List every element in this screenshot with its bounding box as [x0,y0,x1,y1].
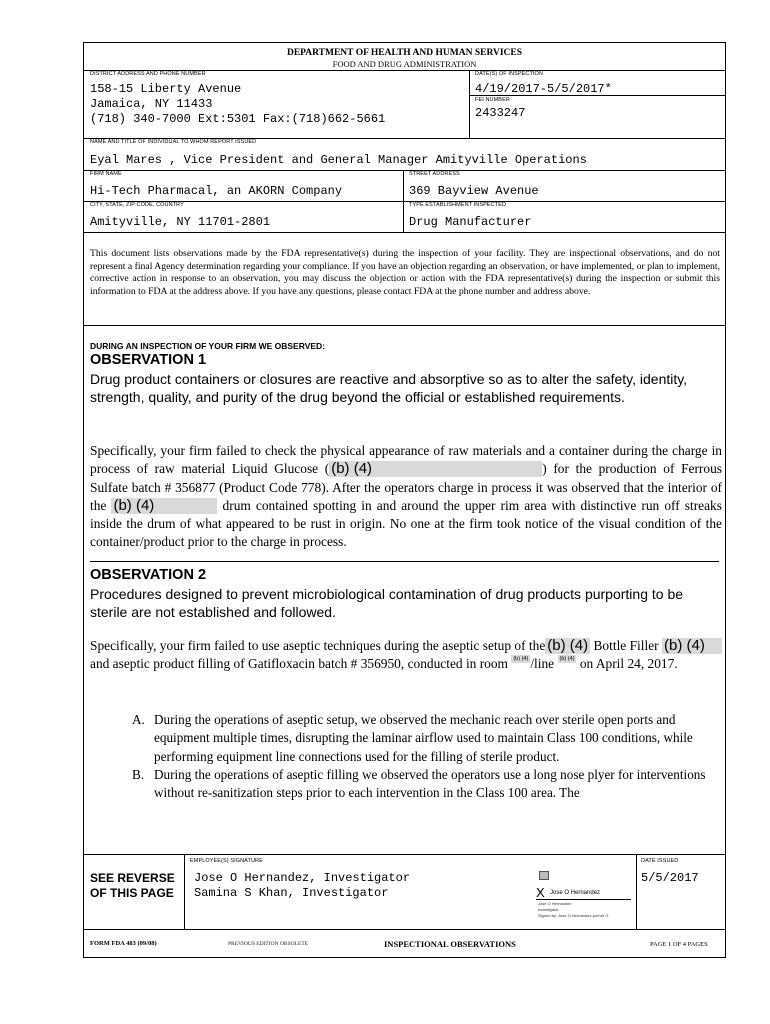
redaction-box: (b) (4) [111,498,217,514]
observation-1-title: Drug product containers or closures are reactive and absorptive so as to alter the safety, identity, strength, quality, and purity of the drug beyond the official or established requirements. [90,371,688,405]
inspection-dates-label: DATE(S) OF INSPECTION [475,71,544,77]
observation-2-text: /line [530,656,555,672]
investigator-1: Jose O Hernandez, Investigator [194,871,411,885]
list-item [132,711,712,766]
investigator-2: Samina S Khan, Investigator [194,886,389,900]
fei-label: FEI NUMBER [475,97,510,103]
date-issued-value: 5/5/2017 [641,871,699,885]
esignature-x: X [536,885,545,900]
district-label: DISTRICT ADDRESS AND PHONE NUMBER [90,71,206,77]
department-title: DEPARTMENT OF HEALTH AND HUMAN SERVICES [286,48,523,58]
redaction-box: (b) (4) [662,638,722,654]
previous-edition: PREVIOUS EDITION OBSOLETE [228,941,309,947]
signature-image-icon [539,871,549,880]
list-item-label: B. [132,766,145,782]
street-label: STREET ADDRESS [409,171,460,177]
district-phone: (718) 340-7000 Ext:5301 Fax:(718)662-5661 [90,112,386,126]
firm-label: FIRM NAME [90,171,122,177]
divider [84,325,725,326]
divider [636,854,637,929]
recipient-value: Eyal Mares , Vice President and General Manager Amityville Operations [90,153,587,167]
divider [84,232,725,233]
during-inspection-heading: DURING AN INSPECTION OF YOUR FIRM WE OBSERVED: [90,341,326,351]
form-title: INSPECTIONAL OBSERVATIONS [384,939,516,949]
list-item-label: A. [132,712,145,727]
redaction-box: (b) (4) [513,656,529,663]
inspection-dates-value: 4/19/2017-5/5/2017* [475,82,612,96]
city-label: CITY, STATE, ZIP CODE, COUNTRY [90,202,184,208]
observation-1-text: ) for the production of Ferrous Sulfate batch # 356877 (Product Code 778). After the operators charge in process it was observed that the interior of the [90,461,722,513]
district-line2: Jamaica, NY 11433 [90,97,213,111]
divider [84,854,725,855]
page-number: PAGE 1 OF 4 PAGES [650,941,708,948]
street-value: 369 Bayview Avenue [409,184,539,198]
see-reverse [90,871,175,901]
redaction-box: (b) (4) [547,637,589,654]
establishment-label: TYPE ESTABLISHMENT INSPECTED [409,202,507,208]
divider [184,854,185,929]
observation-2-list [132,711,712,802]
esignature-detail-line: Signed by: Jose O Hernandez-purhdr G [538,913,609,918]
fei-value: 2433247 [475,106,526,120]
observation-2-title: Procedures designed to prevent microbiological contamination of drug products purporting to be sterile are not established and followed. [90,586,684,620]
redaction-box: (b) (4) [559,656,575,663]
observation-1-text: drum contained spotting in and around the upper rim area with distinctive run off streaks inside the drum of what appeared to be rust in origin. No one at the firm took notice of the visual condition of the container/product prior to the charge in process. [90,497,722,550]
esignature-detail-line: Jose O Hernandez [538,901,572,906]
observation-2-heading: OBSERVATION 2 [90,567,207,583]
see-reverse-line2: OF THIS PAGE [90,886,174,900]
recipient-label: NAME AND TITLE OF INDIVIDUAL TO WHOM REPORT ISSUED [90,139,257,145]
divider [90,561,719,562]
list-item-text: During the operations of aseptic setup, we observed the mechanic reach over sterile open ports and equipment multiple times, disrupting the laminar airflow used to maintain Class 100 conditions, while performing equipment line connections used for the filling of sterile product. [154,712,693,764]
observation-1-text: Specifically, your firm failed to check the physical appearance of raw materials and a container during the charge in process of raw material Liquid Glucose ( [90,443,722,477]
city-value: Amityville, NY 11701-2801 [90,215,271,229]
observation-2-text: Specifically, your firm failed to use aseptic techniques during the aseptic setup of the [90,638,546,653]
divider [84,170,725,171]
observation-2-text: on April 24, 2017. [579,656,678,672]
esignature-detail [538,901,608,919]
agency-title: FOOD AND DRUG ADMINISTRATION [332,59,477,69]
redaction-box: (b) (4) [329,461,542,477]
divider [469,95,725,96]
firm-value: Hi-Tech Pharmacal, an AKORN Company [90,184,343,198]
list-item-text: During the operations of aseptic filling we observed the operators use a long nose plyer for interventions without re-sanitization steps prior to each intervention in the Class 100 area. The [154,766,706,801]
date-issued-label: DATE ISSUED [641,858,679,864]
district-line1: 158-15 Liberty Avenue [90,82,242,96]
establishment-value: Drug Manufacturer [409,215,532,229]
observation-2-body [90,637,722,674]
divider [84,929,725,930]
esignature-name: Jose O Hernandez [550,890,601,896]
fda-483-form [83,42,726,958]
intro-paragraph: This document lists observations made by the FDA representative(s) during the inspection of your facility. They are inspectional observations, and do not represent a final Agency determination regarding your compliance. If you have an objection regarding an observation, or have implemented, or plan to implement, corrective action in response to an observation, you may discuss the objection or action with the FDA representative(s) during the inspection or submit this information to FDA at the address above. If you have any questions, please contact FDA at the phone number and address above. [90,248,721,297]
list-item [132,766,712,803]
form-number: FORM FDA 483 (09/08) [90,940,157,947]
see-reverse-line1: SEE REVERSE [90,871,175,885]
divider [469,70,470,138]
observation-1-body [90,442,722,552]
signature-label: EMPLOYEE(S) SIGNATURE [190,858,263,864]
observation-2-text: Bottle Filler [593,638,659,653]
esignature-detail-line: Investigator [538,907,559,912]
observation-1-heading: OBSERVATION 1 [90,352,207,368]
esignature-line [536,899,631,900]
observation-2-text: and aseptic product filling of Gatifloxacin batch # 356950, conducted in room [90,656,508,672]
